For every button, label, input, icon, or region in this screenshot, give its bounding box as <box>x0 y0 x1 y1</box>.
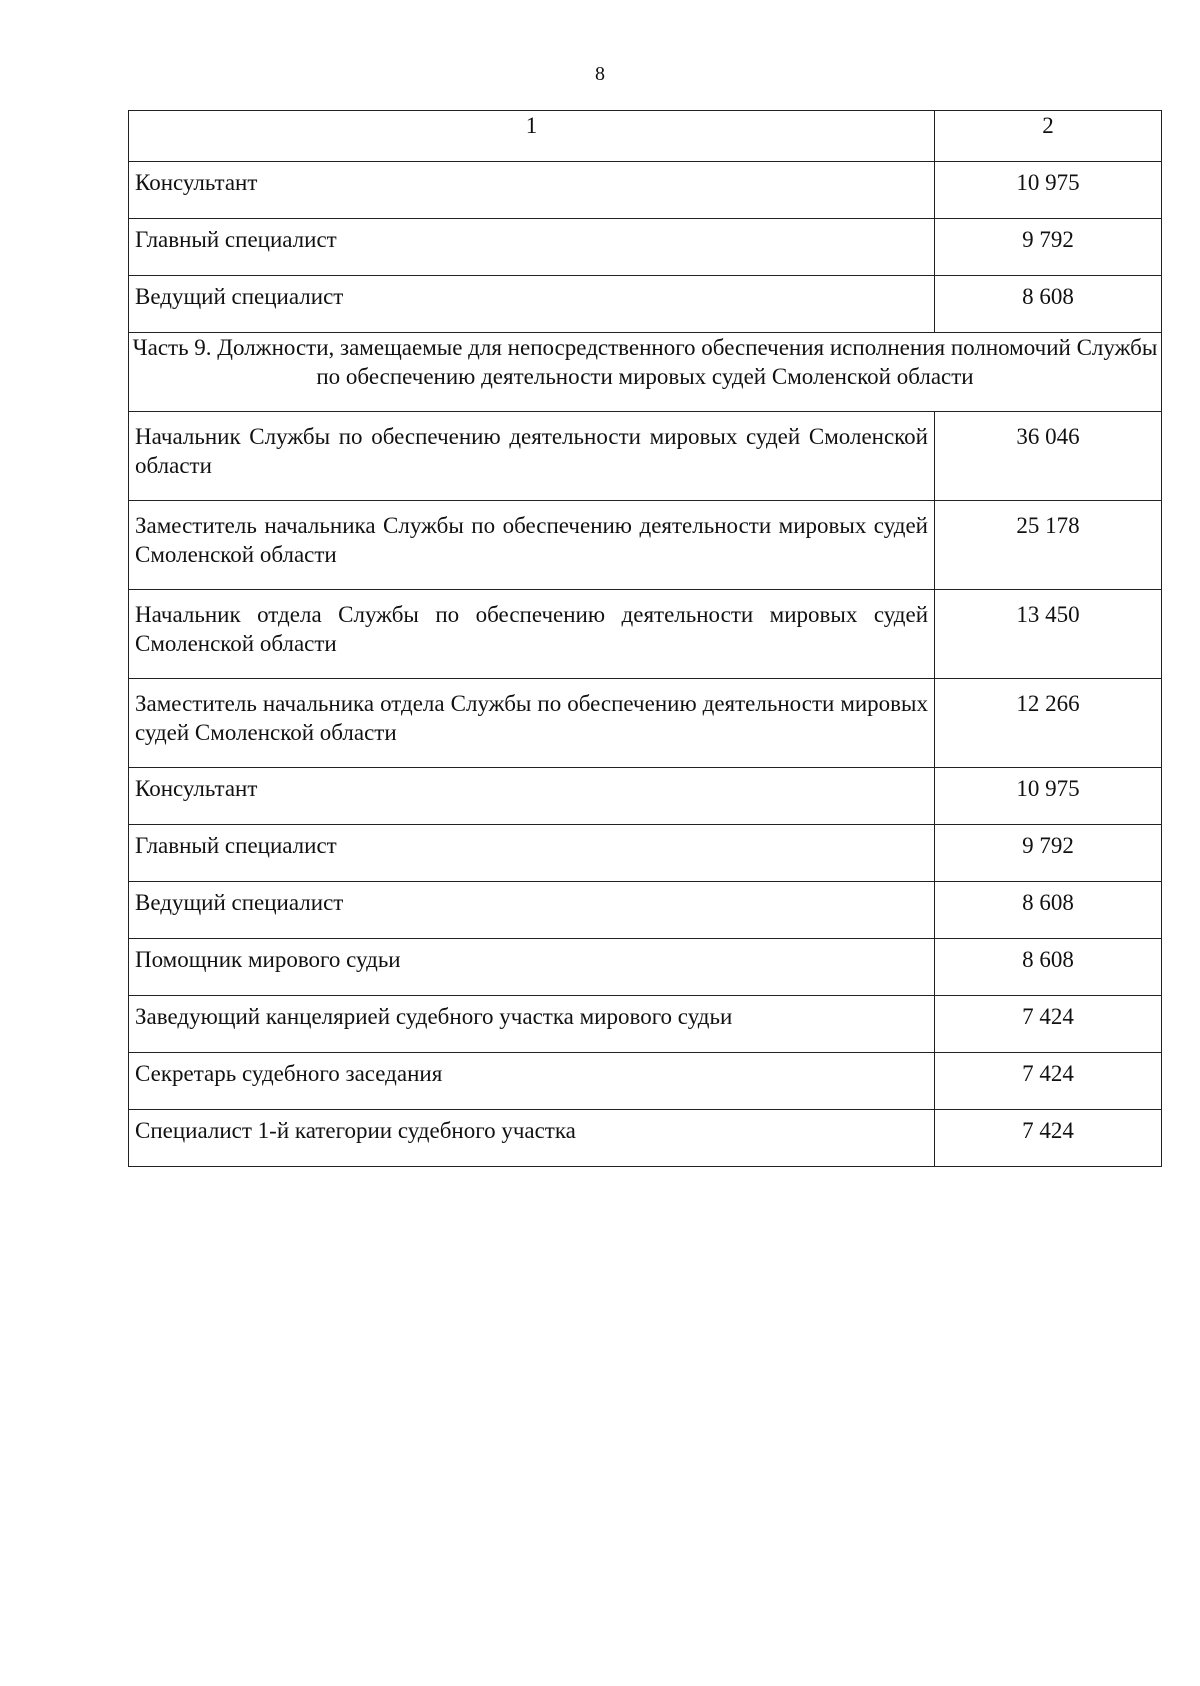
salary-value: 8 608 <box>935 939 1162 996</box>
position-name: Заведующий канцелярией судебного участка мирового судьи <box>129 996 935 1053</box>
position-name: Главный специалист <box>129 825 935 882</box>
table-row <box>129 1053 1162 1110</box>
section-title: Часть 9. Должности, замещаемые для непосредственного обеспечения исполнения полномочий Службы по обеспечению деятельности мировых судей Смоленской области <box>129 333 1162 412</box>
salary-table <box>128 110 1162 1167</box>
position-name: Заместитель начальника Службы по обеспечению деятельности мировых судей Смоленской области <box>129 501 935 590</box>
position-name: Консультант <box>129 162 935 219</box>
salary-value: 13 450 <box>935 590 1162 679</box>
position-name: Главный специалист <box>129 219 935 276</box>
salary-value: 36 046 <box>935 412 1162 501</box>
salary-value: 12 266 <box>935 679 1162 768</box>
table-header-row <box>129 111 1162 162</box>
table-row <box>129 276 1162 333</box>
table-row <box>129 501 1162 590</box>
table-row <box>129 882 1162 939</box>
salary-value: 8 608 <box>935 276 1162 333</box>
position-name: Секретарь судебного заседания <box>129 1053 935 1110</box>
position-name: Специалист 1-й категории судебного участка <box>129 1110 935 1167</box>
salary-value: 7 424 <box>935 1053 1162 1110</box>
position-name: Помощник мирового судьи <box>129 939 935 996</box>
table-row <box>129 825 1162 882</box>
page-number: 8 <box>595 63 605 85</box>
position-name: Консультант <box>129 768 935 825</box>
salary-value: 7 424 <box>935 1110 1162 1167</box>
table-row <box>129 768 1162 825</box>
table-row <box>129 939 1162 996</box>
salary-value: 9 792 <box>935 825 1162 882</box>
position-name: Ведущий специалист <box>129 882 935 939</box>
table-row <box>129 1110 1162 1167</box>
section-title-row <box>129 333 1162 412</box>
position-name: Ведущий специалист <box>129 276 935 333</box>
table-row <box>129 412 1162 501</box>
position-name: Начальник отдела Службы по обеспечению деятельности мировых судей Смоленской области <box>129 590 935 679</box>
table-row <box>129 679 1162 768</box>
salary-value: 7 424 <box>935 996 1162 1053</box>
table-row <box>129 162 1162 219</box>
table-row <box>129 219 1162 276</box>
salary-value: 9 792 <box>935 219 1162 276</box>
column-header-2: 2 <box>935 111 1162 162</box>
table-row <box>129 996 1162 1053</box>
salary-value: 25 178 <box>935 501 1162 590</box>
salary-value: 10 975 <box>935 768 1162 825</box>
salary-value: 8 608 <box>935 882 1162 939</box>
position-name: Начальник Службы по обеспечению деятельности мировых судей Смоленской области <box>129 412 935 501</box>
position-name: Заместитель начальника отдела Службы по обеспечению деятельности мировых судей Смоленской области <box>129 679 935 768</box>
table-row <box>129 590 1162 679</box>
column-header-1: 1 <box>129 111 935 162</box>
salary-value: 10 975 <box>935 162 1162 219</box>
